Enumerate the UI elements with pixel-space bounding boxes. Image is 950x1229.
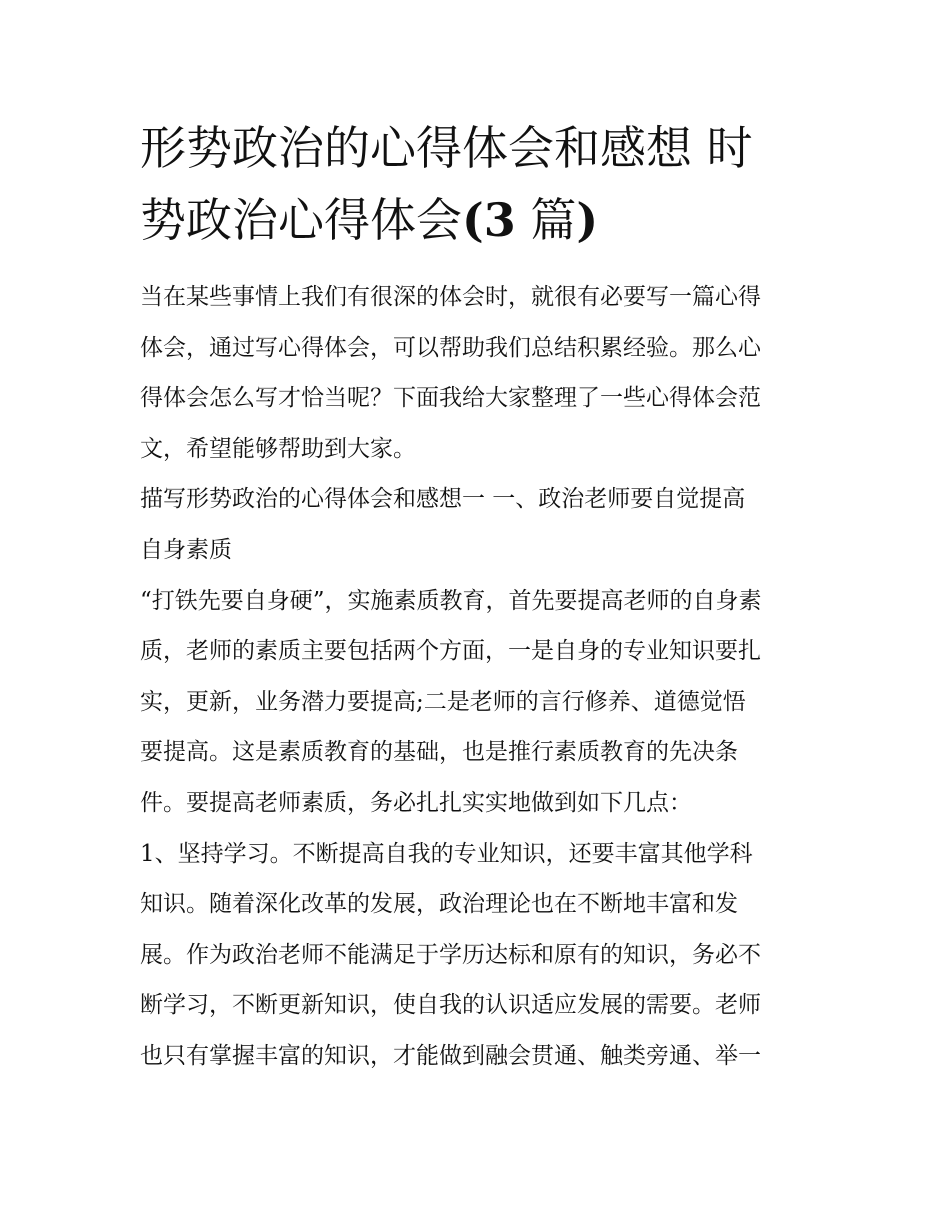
title-count-open: (3 [462,193,516,247]
document-body [140,272,810,1082]
text-line: 要提高。这是素质教育的基础，也是推行素质教育的先决条 [140,739,738,766]
text-line: 件。要提高老师素质，务必扎扎实实地做到如下几点： [140,789,692,816]
title-line-1 [140,112,810,184]
document-title [140,112,810,256]
text-line: 知识。随着深化改革的发展，政治理论也在不断地丰富和发 [140,891,738,918]
text-line: 实，更新，业务潜力要提高;二是老师的言行修养、道德觉悟 [140,688,746,715]
text-line: 1、坚持学习。不断提高自我的专业知识，还要丰富其他学科 [140,840,753,867]
paragraph-intro [140,272,810,474]
title-line-2-text: 势政治心得体会 [140,193,462,247]
paragraph-section-heading [140,474,810,575]
text-line: 质，老师的素质主要包括两个方面，一是自身的专业知识要扎 [140,638,761,665]
document-content [140,112,810,1082]
text-line: 展。作为政治老师不能满足于学历达标和原有的知识，务必不 [140,941,761,968]
title-count-close: ) [576,193,599,247]
text-line: 自身素质 [140,536,232,563]
paragraph-point-1 [140,829,810,1082]
text-line: 也只有掌握丰富的知识，才能做到融会贯通、触类旁通、举一 [140,1042,761,1069]
text-line: 得体会怎么写才恰当呢？下面我给大家整理了一些心得体会范 [140,385,761,412]
text-line: 当在某些事情上我们有很深的体会时，就很有必要写一篇心得 [140,284,761,310]
paragraph-teacher-quality [140,576,810,829]
text-line: 文，希望能够帮助到大家。 [140,435,416,462]
title-line-1-text: 形势政治的心得体会和感想 时 [140,121,753,175]
text-line: 描写形势政治的心得体会和感想一 一、政治老师要自觉提高 [140,486,746,513]
text-line: 断学习，不断更新知识，使自我的认识适应发展的需要。老师 [140,992,761,1019]
text-line: “打铁先要自身硬”，实施素质教育，首先要提高老师的自身素 [140,587,762,614]
text-line: 体会，通过写心得体会，可以帮助我们总结积累经验。那么心 [140,334,761,361]
title-count-unit: 篇 [515,193,577,247]
title-line-2 [140,184,810,256]
